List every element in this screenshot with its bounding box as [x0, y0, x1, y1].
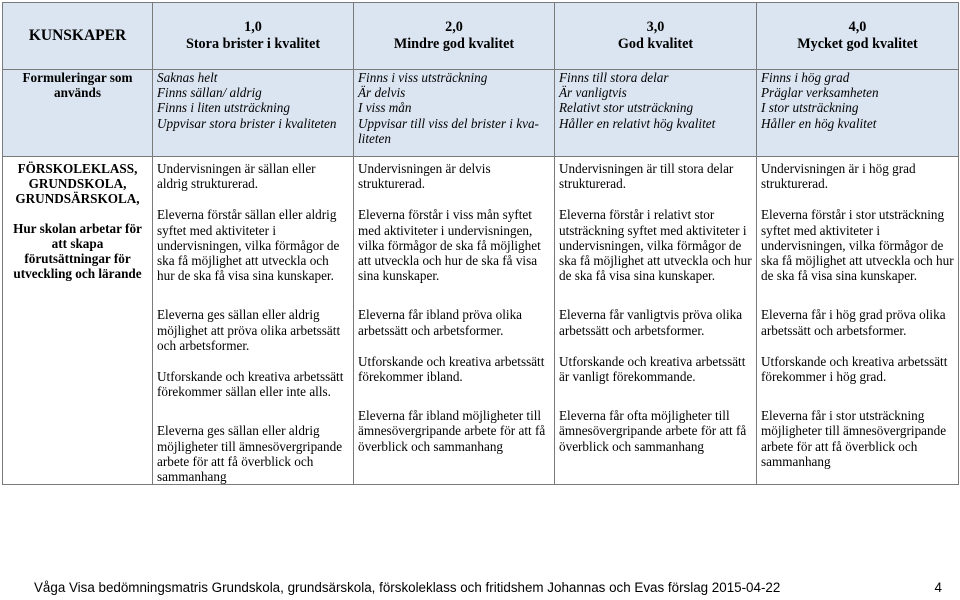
- level-score: 4,0: [848, 19, 867, 35]
- kunskaper-heading: [3, 3, 153, 70]
- level-heading-3: [555, 3, 757, 70]
- criterion-interdisciplinary: Eleverna får ofta möjligheter till ämnesövergripande arbete för att få överblick och sammanhang: [559, 408, 747, 454]
- kunskaper-label: KUNSKAPER: [28, 27, 127, 45]
- phrase: Saknas helt: [157, 70, 218, 85]
- phrase: Är vanligtvis: [559, 85, 627, 101]
- formuleringar-cell-2: [354, 70, 555, 157]
- page-number: 4: [934, 580, 942, 595]
- criterion-creative: Utforskande och kreativa arbetssätt förekommer i hög grad.: [761, 353, 948, 385]
- level-score: 2,0: [445, 19, 463, 35]
- level-name: Stora brister i kvalitet: [185, 36, 321, 52]
- criterion-interdisciplinary: Eleverna får i stor utsträckning möjligheter till ämnesövergripande arbete för att få överblick och sammanhang: [761, 408, 947, 469]
- criterion-purpose: Eleverna förstår i viss mån syftet med aktiviteter i undervisningen, vilka förmågor de ska få möjlighet att utveckla och hur de ska få visa sina kunskaper.: [358, 207, 541, 284]
- phrase: Är delvis: [358, 85, 406, 101]
- criterion-creative: Utforskande och kreativa arbetssätt är vanligt förekommande.: [559, 353, 746, 385]
- formuleringar-label: Formuleringar som används: [3, 70, 153, 157]
- phrase: Håller en relativt hög kvalitet: [559, 115, 716, 131]
- level-heading-1: [153, 3, 354, 70]
- criterion-methods: Eleverna får i hög grad pröva olika arbetssätt och arbetsformer.: [761, 307, 946, 338]
- criteria-cell-3: [555, 157, 757, 485]
- level-score: 3,0: [646, 19, 665, 35]
- section-label: [3, 157, 153, 485]
- phrase: Finns i liten utsträckning: [157, 100, 290, 116]
- criterion-interdisciplinary: Eleverna ges sällan eller aldrig möjligheter till ämnesövergripande arbete för att få överblick och sammanhang: [157, 423, 343, 485]
- formuleringar-cell-1: [153, 70, 354, 157]
- level-heading-2: [354, 3, 555, 70]
- phrase: Finns i hög grad: [761, 70, 850, 85]
- page-footer: [30, 580, 942, 595]
- header-row: [3, 3, 959, 70]
- criterion-structure: Undervisningen är delvis strukturerad.: [358, 161, 491, 192]
- criterion-structure: Undervisningen är i hög grad strukturerad.: [761, 161, 916, 192]
- level-heading-4: [757, 3, 959, 70]
- criteria-cell-2: [354, 157, 555, 485]
- criterion-purpose: Eleverna förstår i stor utsträckning syftet med aktiviteter i undervisningen, vilka förmågor de ska få möjlighet att utveckla och hur de ska få visa sina kunskaper.: [761, 207, 954, 284]
- criteria-cell-4: [757, 157, 959, 485]
- formuleringar-cell-3: [555, 70, 757, 157]
- phrase: Finns sällan/ aldrig: [157, 85, 262, 101]
- phrase: Uppvisar stora brister i kvaliteten: [157, 115, 337, 131]
- criterion-methods: Eleverna ges sällan eller aldrig möjlighet att pröva olika arbetssätt och arbetsformer.: [157, 307, 341, 353]
- level-name: Mindre god kvalitet: [393, 36, 515, 52]
- criterion-purpose: Eleverna förstår i relativt stor utsträckning syftet med aktiviteter i undervisningen, vilka förmågor de ska få möjlighet att utveckla och hur de ska få visa sina kunskaper.: [559, 207, 752, 284]
- level-score: 1,0: [244, 19, 262, 35]
- criterion-interdisciplinary: Eleverna får ibland möjligheter till ämnesövergripande arbete för att få överblick och sammanhang: [358, 408, 546, 454]
- criteria-row: [3, 157, 959, 485]
- phrase: Håller en hög kvalitet: [761, 115, 877, 131]
- phrase: I stor utsträckning: [761, 100, 859, 116]
- criterion-creative: Utforskande och kreativa arbetssätt förekommer ibland.: [358, 353, 545, 385]
- phrase: I viss mån: [358, 100, 412, 116]
- criterion-purpose: Eleverna förstår sällan eller aldrig syftet med aktiviteter i undervisningen, vilka förmågor de ska få möjlighet att utveckla och hur de ska få visa sina kunskaper.: [157, 207, 340, 284]
- assessment-matrix: [2, 2, 959, 485]
- footer-text: Våga Visa bedömningsmatris Grundskola, grundsärskola, förskoleklass och fritidshem Johannas och Evas förslag 2015-04-22: [34, 580, 781, 595]
- criterion-structure: Undervisningen är till stora delar strukturerad.: [559, 161, 734, 192]
- criterion-methods: Eleverna får ibland pröva olika arbetssätt och arbetsformer.: [358, 307, 523, 338]
- phrase: liteten: [358, 130, 391, 146]
- formuleringar-cell-4: [757, 70, 959, 157]
- criteria-cell-1: [153, 157, 354, 485]
- criterion-methods: Eleverna får vanligtvis pröva olika arbetssätt och arbetsformer.: [559, 307, 743, 338]
- area-description: Hur skolan arbetar för att skapa förutsättningar för utveckling och lärande: [13, 220, 142, 282]
- level-name: God kvalitet: [617, 36, 694, 52]
- criterion-creative: Utforskande och kreativa arbetssätt förekommer sällan eller inte alls.: [157, 369, 344, 400]
- phrase: Finns i viss utsträckning: [358, 70, 488, 85]
- criterion-structure: Undervisningen är sällan eller aldrig strukturerad.: [157, 161, 316, 192]
- school-forms-label: FÖRSKOLEKLASS, GRUNDSKOLA, GRUNDSÄRSKOLA,: [15, 161, 140, 207]
- phrase: Präglar verksamheten: [761, 85, 879, 101]
- phrase: Uppvisar till viss del brister i kva-: [358, 115, 539, 131]
- formuleringar-row: [3, 70, 959, 157]
- phrase: Relativt stor utsträckning: [559, 100, 694, 116]
- phrase: Finns till stora delar: [559, 70, 669, 85]
- level-name: Mycket god kvalitet: [797, 36, 918, 52]
